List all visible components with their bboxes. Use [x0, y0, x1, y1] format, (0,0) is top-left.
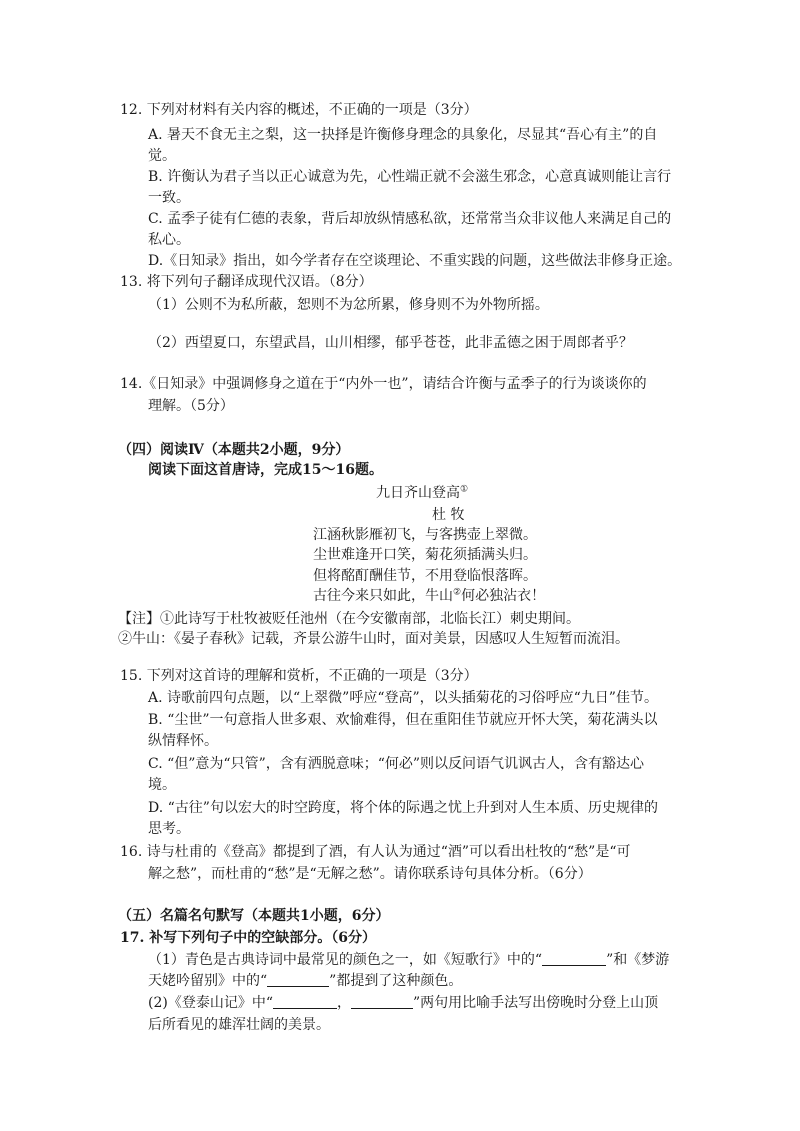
q12-option-c: C. 孟季子徒有仁德的表象，背后却放纵情感私欲，还常常当众非议他人来满足自己的	[148, 211, 672, 227]
q15-option-b: B. “尘世”一句意指人世多艰、欢愉难得，但在重阳佳节就应开怀大笑，菊花满头以	[148, 712, 658, 728]
q15-option-c: C. “但”意为“只管”，含有洒脱意味；“何必”则以反问语气讥讽古人，含有豁达心	[148, 756, 645, 772]
q14-stem: 14.《日知录》中强调修身之道在于“内外一也”，请结合许衡与孟季子的行为谈谈你的	[120, 376, 647, 392]
q15-option-a: A. 诗歌前四句点题，以“上翠微”呼应“登高”，以头插菊花的习俗呼应“九日”佳节。	[148, 690, 658, 706]
q14-stem-cont: 理解。（5分）	[148, 398, 234, 414]
q13-sentence-2: （2）西望夏口，东望武昌，山川相缪，郁乎苍苍，此非孟德之困于周郎者乎？	[148, 335, 633, 351]
poem-author: 杜 牧	[432, 507, 465, 523]
poem-title-note-mark: ①	[460, 484, 469, 495]
q17-sentence-1-cont	[148, 971, 462, 991]
q17-s1-part-c: 天姥吟留别》中的“	[148, 973, 268, 989]
q17-s1-part-a: （1）青色是古典诗词中最常见的颜色之一，如《短歌行》中的“	[148, 952, 543, 968]
section-5-title: （五）名篇名句默写（本题共1小题，6分）	[118, 908, 390, 924]
q16-stem: 16. 诗与杜甫的《登高》都提到了酒，有人认为通过“酒”可以看出杜牧的“愁”是“可	[120, 844, 631, 860]
q15-stem: 15. 下列对这首诗的理解和赏析，不正确的一项是（3分）	[120, 668, 478, 684]
note-1: 【注】①此诗写于杜牧被贬任池州（在今安徽南部，北临长江）刺史期间。	[118, 611, 580, 627]
fill-blank-3[interactable]	[273, 994, 337, 1009]
q12-option-a: A. 暑天不食无主之梨，这一抉择是许衡修身理念的具象化，尽显其“吾心有主”的自	[148, 127, 658, 143]
q16-stem-cont: 解之愁”，而杜甫的“愁”是“无解之愁”。请你联系诗句具体分析。（6分）	[148, 866, 592, 882]
q13-stem: 13. 将下列句子翻译成现代汉语。（8分）	[120, 274, 373, 290]
poem-line-2: 尘世难逢开口笑，菊花须插满头归。	[313, 547, 537, 563]
q15-option-d-cont: 思考。	[148, 821, 190, 837]
q17-sentence-1	[148, 950, 669, 970]
q15-option-d: D. “古往”句以宏大的时空跨度，将个体的际遇之忧上升到对人生本质、历史规律的	[148, 800, 658, 816]
q12-stem: 12. 下列对材料有关内容的概述，不正确的一项是（3分）	[120, 102, 478, 118]
q17-s1-part-b: ”和《梦游	[606, 952, 670, 968]
poem-line-4-note-mark: ②	[453, 587, 462, 598]
fill-blank-2[interactable]	[267, 972, 329, 987]
note-2: ②牛山：《晏子春秋》记载，齐景公游牛山时，面对美景，因感叹人生短暂而流泪。	[118, 631, 629, 647]
section-4-title: （四）阅读Ⅳ（本题共2小题，9分）	[118, 442, 350, 458]
q17-s2-part-b: ，	[337, 995, 351, 1011]
q17-sentence-2-cont: 后所看见的雄浑壮阔的美景。	[148, 1017, 330, 1033]
fill-blank-1[interactable]	[542, 951, 606, 966]
q17-s2-part-a: (2)《登泰山记》中“	[148, 995, 273, 1011]
q12-option-a-cont: 觉。	[148, 148, 176, 164]
q12-option-b: B. 许衡认为君子当以正心诚意为先，心性端正就不会滋生邪念，心意真诚则能让言行	[148, 169, 672, 185]
poem-title	[376, 483, 468, 503]
q12-option-c-cont: 私心。	[148, 232, 190, 248]
q15-option-c-cont: 境。	[148, 777, 176, 793]
section-4-instruction: 阅读下面这首唐诗，完成15～16题。	[148, 462, 383, 478]
q17-s1-part-d: ”都提到了这种颜色。	[329, 973, 463, 989]
fill-blank-4[interactable]	[351, 994, 413, 1009]
poem-line-4-a: 古往今来只如此，牛山	[313, 588, 453, 604]
q12-option-d: D.《日知录》指出，如今学者存在空谈理论、不重实践的问题，这些做法非修身正途。	[148, 253, 682, 269]
poem-line-4-b: 何必独沾衣！	[461, 588, 546, 604]
poem-line-4	[313, 586, 545, 606]
poem-title-text: 九日齐山登高	[376, 485, 460, 501]
q13-sentence-1: （1）公则不为私所蔽，恕则不为忿所累，修身则不为外物所摇。	[148, 297, 549, 313]
q15-option-b-cont: 纵情释怀。	[148, 733, 218, 749]
q17-sentence-2	[148, 993, 658, 1013]
q17-stem: 17. 补写下列句子中的空缺部分。（6分）	[120, 930, 376, 946]
q12-option-b-cont: 一致。	[148, 190, 190, 206]
poem-line-1: 江涵秋影雁初飞，与客携壶上翠微。	[313, 527, 537, 543]
poem-line-3: 但将酩酊酬佳节，不用登临恨落晖。	[313, 568, 537, 584]
q17-s2-part-c: ”两句用比喻手法写出傍晚时分登上山顶	[413, 995, 659, 1011]
